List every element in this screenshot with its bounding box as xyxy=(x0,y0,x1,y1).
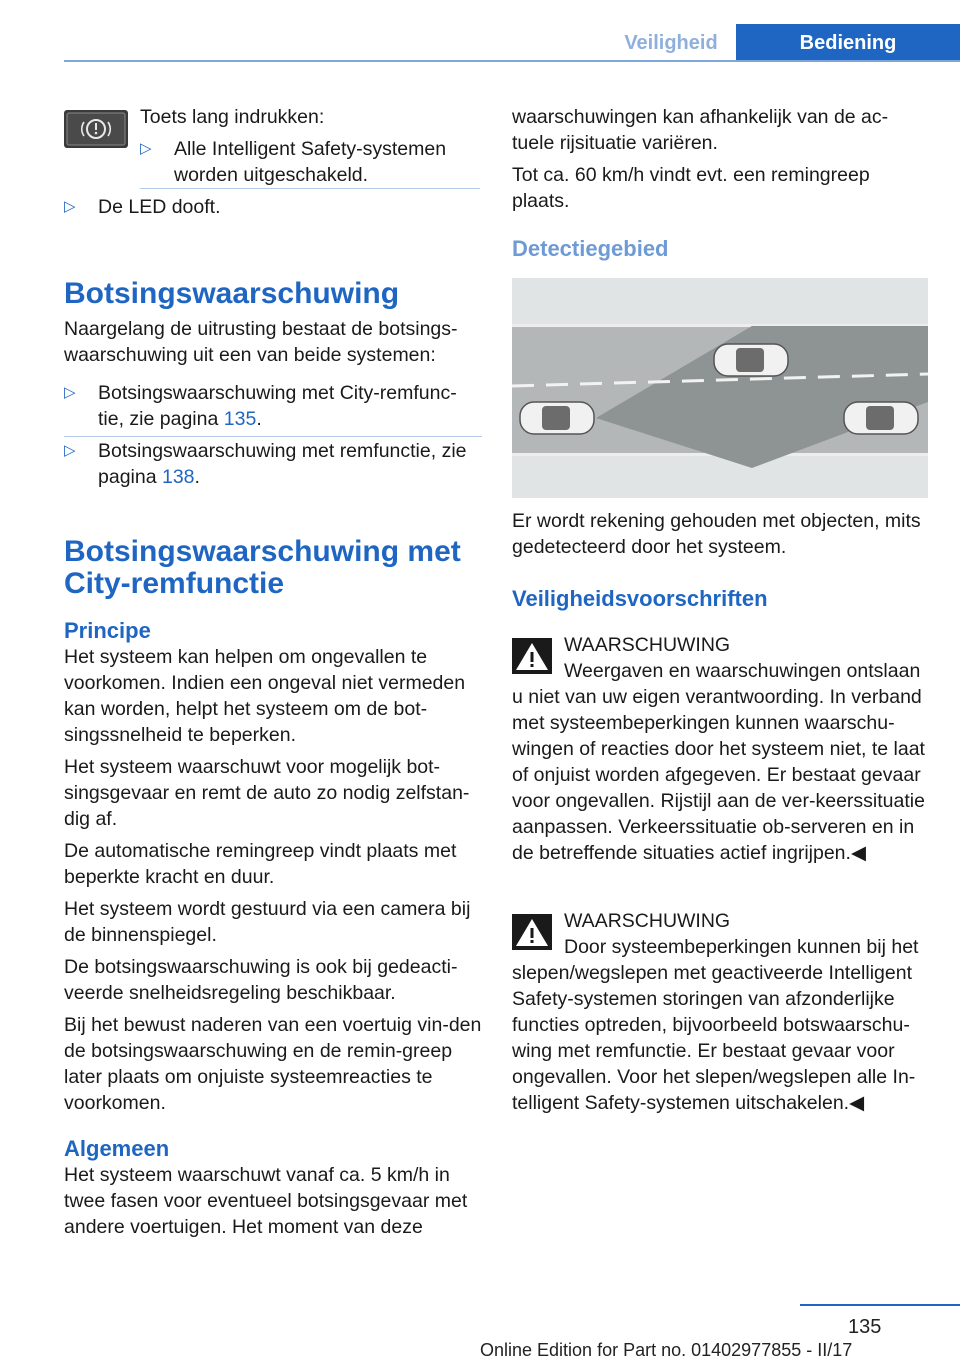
bullet-text: Botsingswaarschuwing met remfunctie, zie pagina xyxy=(98,440,467,488)
car-icon xyxy=(520,402,594,434)
press-long-block xyxy=(140,104,480,188)
collision-list xyxy=(64,380,482,432)
warning-block-2 xyxy=(512,908,930,1116)
caption: Er wordt rekening gehouden met objecten, mits gedetecteerd door het systeem. xyxy=(512,510,921,558)
detection-title: Detectiegebied xyxy=(512,236,669,261)
paragraph: Het systeem waarschuwt vanaf ca. 5 km/h in twee fasen voor eventueel botsingsgevaar met andere voertuigen. Het moment van deze xyxy=(64,1164,468,1238)
edition-text: Online Edition for Part no. 01402977855 - II/17 xyxy=(480,1340,853,1360)
bullet-triangle-icon: ▷ xyxy=(140,140,152,157)
warning-text: Door systeembeperkingen kunnen bij het slepen/wegslepen met geactiveerde Intelligent Safety-systemen storingen van afzonderlijke functies optreden, bijvoorbeeld botswaarschu-wing met remfunctie. Er bestaat gevaar voor ongevallen. Voor het slepen/wegslepen alle In-telligent Safety-systemen uitschakelen.◀ xyxy=(512,936,919,1114)
collision-intro: Naargelang de uitrusting bestaat de botsings-waarschuwing uit een van beide systemen: xyxy=(64,318,458,366)
paragraph: Het systeem kan helpen om ongevallen te voorkomen. Indien een ongeval niet vermeden kan worden, helpt het systeem om de bot-singssnelheid te beperken. xyxy=(64,646,466,746)
warning-label: WAARSCHUWING xyxy=(564,634,731,656)
car-icon xyxy=(714,344,788,376)
tab-safety[interactable]: Veiligheid xyxy=(624,32,718,54)
safety-title: Veiligheidsvoorschriften xyxy=(512,586,768,611)
warning-block-1 xyxy=(512,632,930,866)
paragraph: Het systeem wordt gestuurd via een camera bij de binnenspiegel. xyxy=(64,898,471,946)
paragraph: Tot ca. 60 km/h vindt evt. een remingreep plaats. xyxy=(512,164,870,212)
paragraph: De automatische remingreep vindt plaats met beperkte kracht en duur. xyxy=(64,840,457,888)
led-item xyxy=(64,194,480,220)
principle-title: Principe xyxy=(64,618,151,643)
bullet-triangle-icon: ▷ xyxy=(64,442,76,459)
detection-area-illustration xyxy=(512,278,928,498)
bullet-text: De LED dooft. xyxy=(98,196,221,218)
paragraph: De botsingswaarschuwing is ook bij gedeacti-veerde snelheidsregeling beschikbaar. xyxy=(64,956,458,1004)
page-link-135[interactable]: 135 xyxy=(223,408,257,430)
bullet-triangle-icon: ▷ xyxy=(64,198,76,215)
warning-text: Weergaven en waarschuwingen ontslaan u niet van uw eigen verantwoording. In verband met systeembeperkingen kunnen waarschu-wingen of reacties door het systeem niet, te laat of onjuist worden afgegeven. Er bestaat gevaar voor ongevallen. Rijstijl aan de ver-keerssituatie aanpassen. Verkeerssituatie ob-serveren en in de betreffende situaties actief ingrijpen.◀ xyxy=(512,660,925,864)
list-item: ▷ Botsingswaarschuwing met remfunctie, zie pagina 138. xyxy=(64,440,467,488)
city-section xyxy=(64,536,482,1246)
collision-list-2 xyxy=(64,438,482,490)
list-item: ▷ Botsingswaarschuwing met City-remfunc-tie, zie pagina 135. xyxy=(64,382,457,430)
section-title: Botsingswaarschuwing xyxy=(64,277,400,310)
header-rule xyxy=(64,60,960,62)
section-title: Botsingswaarschuwing met City-remfunctie xyxy=(64,535,461,600)
paragraph: Bij het bewust naderen van een voertuig vin-den de botsingswaarschuwing en de remin-greep later plaats om onjuiste systeemreacties te voorkomen. xyxy=(64,1014,482,1114)
safety-button-icon xyxy=(64,110,128,148)
divider xyxy=(140,188,480,189)
detection-caption xyxy=(512,508,930,612)
collision-section xyxy=(64,278,482,374)
car-icon xyxy=(844,402,918,434)
press-long-text: Toets lang indrukken: xyxy=(140,106,325,128)
bullet-text: Botsingswaarschuwing met City-remfunc-tie, zie pagina xyxy=(98,382,457,430)
paragraph: Het systeem waarschuwt voor mogelijk bot-singsgevaar en remt de auto zo nodig zelfstan-dig af. xyxy=(64,756,470,830)
divider xyxy=(64,436,482,437)
footer-rule xyxy=(800,1304,960,1306)
tab-operation[interactable]: Bediening xyxy=(736,24,960,62)
page-link-138[interactable]: 138 xyxy=(161,466,195,488)
right-top xyxy=(512,104,930,262)
paragraph: waarschuwingen kan afhankelijk van de ac-tuele rijsituatie variëren. xyxy=(512,106,889,154)
bullet-triangle-icon: ▷ xyxy=(64,384,76,401)
page-number: 135 xyxy=(848,1316,882,1338)
list-item xyxy=(140,136,480,188)
general-title: Algemeen xyxy=(64,1136,170,1161)
list-item xyxy=(64,194,480,220)
warning-label: WAARSCHUWING xyxy=(564,910,731,932)
bullet-text: Alle Intelligent Safety-systemen worden uitgeschakeld. xyxy=(174,138,447,186)
